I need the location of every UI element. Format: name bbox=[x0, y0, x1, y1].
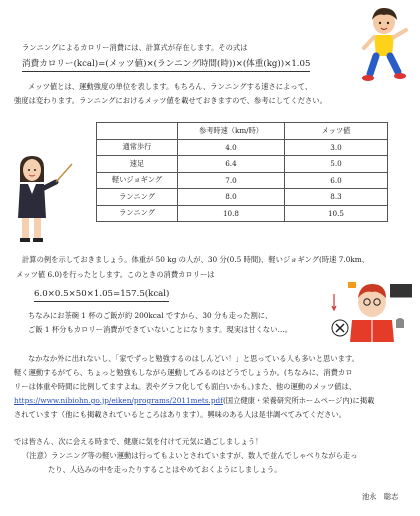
example-line-1: 計算の例を示しておきましょう。体重が 50 kg の人が、30 分(0.5 時間)、軽いジョギング(時速 7.0km、 bbox=[22, 255, 369, 264]
table-cell: 5.0 bbox=[285, 156, 388, 173]
table-cell: 8.0 bbox=[178, 189, 285, 206]
table-cell: 8.3 bbox=[285, 189, 388, 206]
calorie-formula: 消費カロリー(kcal)=(メッツ値)×(ランニング時間(時))×(体重(kg))×1.05 bbox=[22, 58, 310, 72]
example-calculation: 6.0×0.5×50×1.05=157.5(kcal) bbox=[34, 288, 169, 302]
table-cell: 10.8 bbox=[178, 205, 285, 222]
table-row bbox=[97, 189, 388, 206]
paragraph-line-1: なかなか外に出れないし、「家でずっと勉強するのはしんどい！」と思っている人も多いと思います。 bbox=[28, 354, 359, 363]
intro-line-2: メッツ値とは、運動強度の単位を表します。もちろん、ランニングする速さによって、 bbox=[28, 82, 313, 91]
paragraph-line-5: されています（他にも掲載されているところはあります）。興味のある人は是非調べてみてください。 bbox=[14, 410, 347, 419]
table-cell: 10.5 bbox=[285, 205, 388, 222]
table-cell: 6.0 bbox=[285, 172, 388, 189]
table-cell: 通常歩行 bbox=[97, 139, 178, 156]
table-row bbox=[97, 205, 388, 222]
author-name: 池永 聡志 bbox=[362, 492, 399, 501]
running-boy-illustration bbox=[360, 4, 412, 88]
table-row bbox=[97, 172, 388, 189]
example-line-4: ご飯 1 杯分もカロリー消費ができていないことになります。現実は甘くない…。 bbox=[28, 325, 293, 334]
studying-kid-illustration bbox=[330, 276, 416, 346]
teacher-illustration bbox=[6, 152, 76, 244]
table-header-cell bbox=[97, 123, 178, 140]
mets-table bbox=[96, 122, 388, 222]
intro-line-3: 強度は変わります。ランニングにおけるメッツ値を載せておきますので、参考にしてください。 bbox=[14, 96, 327, 105]
paragraph-line-4 bbox=[14, 396, 374, 406]
example-line-3: ちなみにお茶碗 1 杯のご飯が約 200kcal ですから、30 分も走った割に、 bbox=[28, 311, 273, 320]
table-cell: 速足 bbox=[97, 156, 178, 173]
example-line-2: メッツ値 6.0)を行ったとします。このときの消費カロリーは bbox=[16, 270, 215, 279]
table-header-row bbox=[97, 123, 388, 140]
table-cell: ランニング bbox=[97, 205, 178, 222]
paragraph-line-3: リーは体重や時間に比例してますよね。表やグラフ化しても面白いかも。)また、他の運動のメッツ値は、 bbox=[14, 382, 357, 391]
table-cell: 7.0 bbox=[178, 172, 285, 189]
paragraph-line-2: 軽く運動するがてら、ちょっと勉強もしながら運動してみるのはどうでしょうか。(ちなみに、消費カロ bbox=[14, 368, 353, 377]
closing-line-1: では皆さん、次に会える時まで、健康に気を付けて元気に過ごしましょう！ bbox=[14, 437, 263, 446]
table-cell: ランニング bbox=[97, 189, 178, 206]
caution-line-2: たり、人込みの中を走ったりすることはやめておくようにしましょう。 bbox=[48, 465, 282, 474]
table-row bbox=[97, 156, 388, 173]
table-header-cell: メッツ値 bbox=[285, 123, 388, 140]
table-cell: 3.0 bbox=[285, 139, 388, 156]
table-cell: 軽いジョギング bbox=[97, 172, 178, 189]
link-suffix: (国立健康・栄養研究所ホームページ内)に掲載 bbox=[222, 396, 375, 405]
mets-pdf-link[interactable]: https://www.nibiohn.go.jp/eiken/programs/2011mets.pdf bbox=[14, 396, 223, 405]
table-cell: 6.4 bbox=[178, 156, 285, 173]
caution-line-1: （注意）ランニング等の軽い運動は行ってもよいとされていますが、数人で並んでしゃべりながら走っ bbox=[22, 451, 358, 460]
intro-line-1: ランニングによるカロリー消費には、計算式が存在します。その式は bbox=[22, 43, 248, 52]
table-cell: 4.0 bbox=[178, 139, 285, 156]
table-header-cell: 参考時速（km/時） bbox=[178, 123, 285, 140]
table-row bbox=[97, 139, 388, 156]
